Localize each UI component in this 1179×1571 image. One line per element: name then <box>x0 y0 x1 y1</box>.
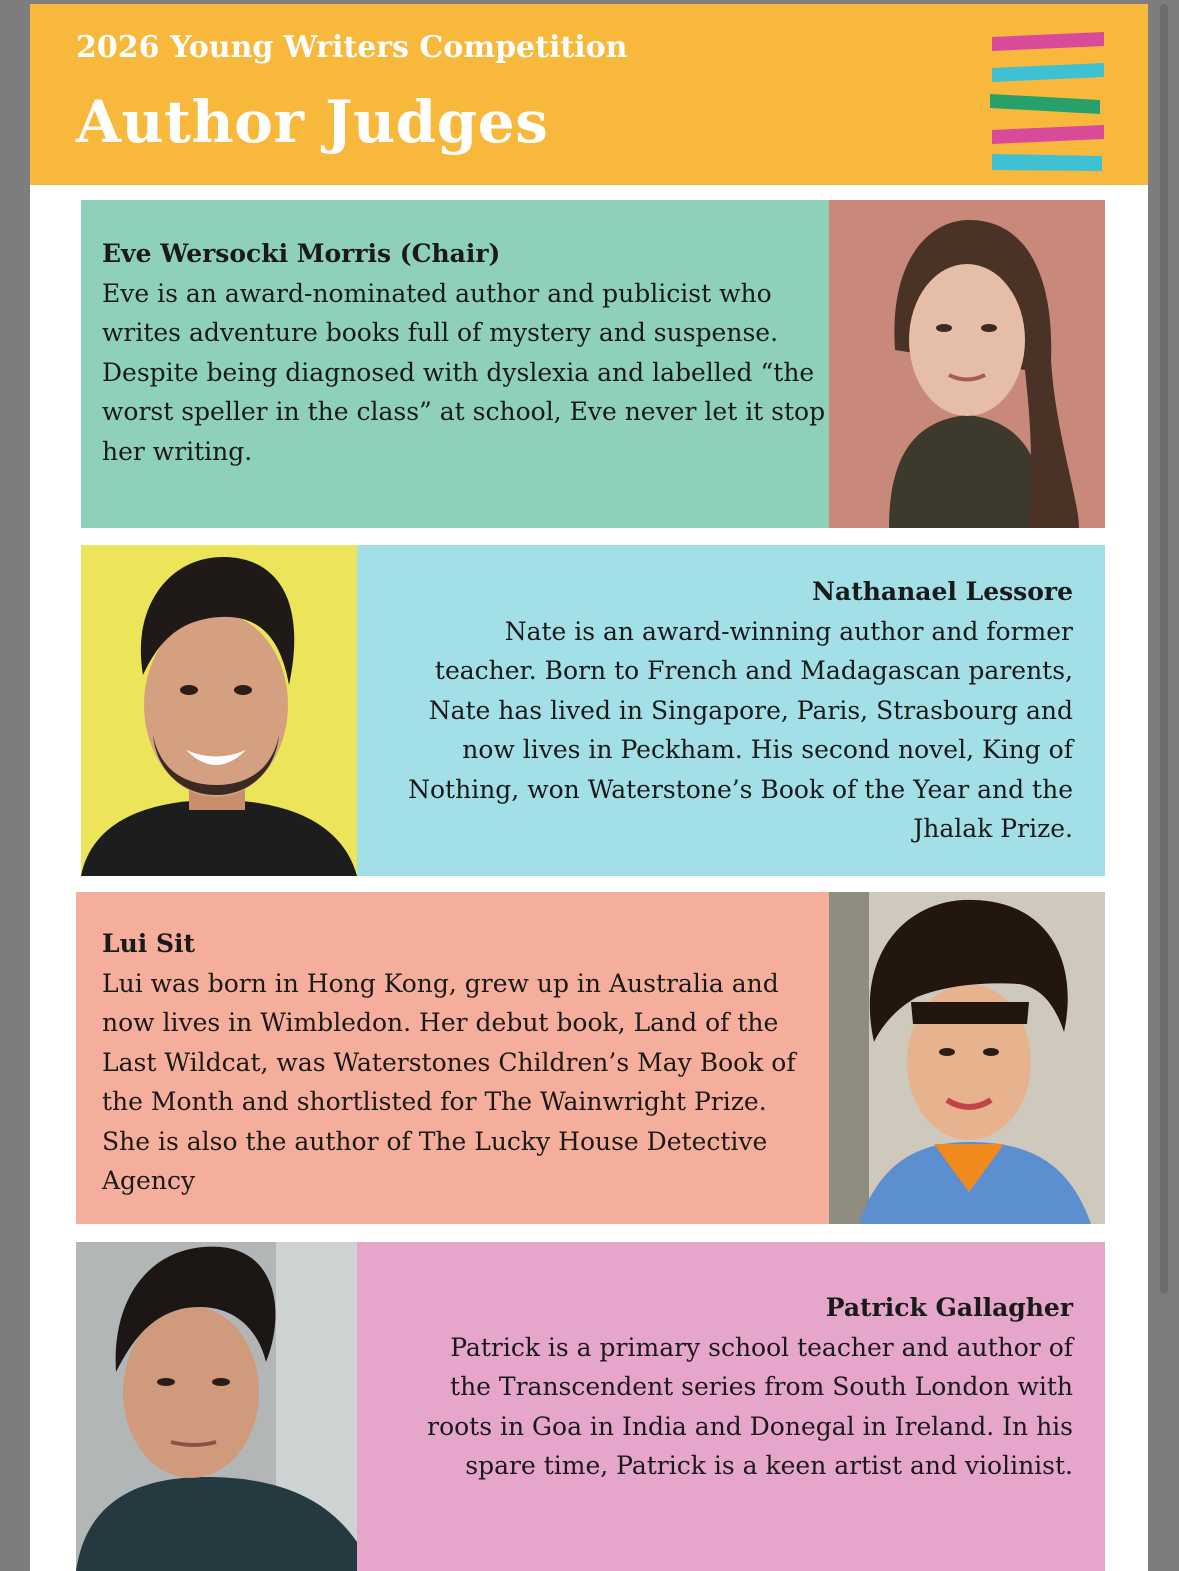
judge-card-eve <box>81 200 1105 528</box>
stripes-logo-icon <box>986 26 1106 176</box>
judge-bio: Patrick is a primary school teacher and author of the Transcendent series from South London with roots in Goa in India and Donegal in Ireland. In his spare time, Patrick is a keen artist and violinist. <box>427 1332 1073 1480</box>
judge-card-lui <box>76 892 1105 1224</box>
judge-photo-eve <box>829 200 1105 528</box>
judge-name: Patrick Gallagher <box>825 1293 1073 1322</box>
portrait-photo-icon <box>829 200 1105 528</box>
portrait-photo-icon <box>76 1242 357 1571</box>
judge-bio: Eve is an award-nominated author and publicist who writes adventure books full of mystery and suspense. Despite being diagnosed with dyslexia and labelled “the worst speller in the class” at school, Eve never let it stop her writing. <box>102 278 826 466</box>
portrait-photo-icon <box>829 892 1105 1224</box>
judge-photo-patrick <box>76 1242 357 1571</box>
document-page <box>30 4 1148 1571</box>
portrait-photo-icon <box>81 545 357 876</box>
judge-name: Nathanael Lessore <box>812 577 1073 606</box>
competition-subtitle: 2026 Young Writers Competition <box>76 30 628 65</box>
judge-card-patrick <box>76 1242 1105 1571</box>
page-title: Author Judges <box>76 88 549 156</box>
judge-photo-nathanael <box>81 545 357 876</box>
judge-name: Lui Sit <box>102 929 196 958</box>
judge-photo-lui <box>829 892 1105 1224</box>
judge-bio: Nate is an award-winning author and former teacher. Born to French and Madagascan parents, Nate has lived in Singapore, Paris, Strasbourg and now lives in Peckham. His second novel, King of Nothing, won Waterstone’s Book of the Year and the Jhalak Prize. <box>408 616 1073 843</box>
judge-card-nathanael <box>81 545 1105 876</box>
judge-bio: Lui was born in Hong Kong, grew up in Australia and now lives in Wimbledon. Her debut book, Land of the Last Wildcat, was Waterstones Children’s May Book of the Month and shortlisted for The Wainwright Prize. She is also the author of The Lucky House Detective Agency <box>102 968 796 1195</box>
page-scrollbar[interactable] <box>1160 4 1168 1294</box>
header-banner <box>30 4 1148 185</box>
judge-name: Eve Wersocki Morris (Chair) <box>102 239 501 268</box>
